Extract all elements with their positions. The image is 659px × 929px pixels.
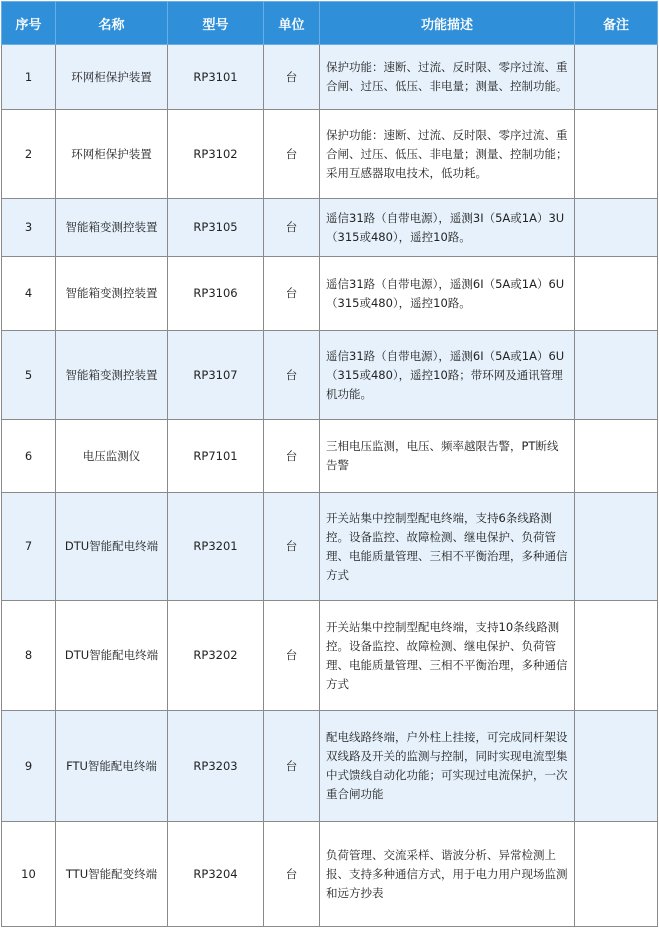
header-model: 型号: [168, 2, 264, 45]
header-desc: 功能描述: [320, 2, 575, 45]
header-remark: 备注: [575, 2, 658, 45]
cell-remark: [575, 493, 658, 601]
table-row: [2, 711, 658, 822]
cell-no: 7: [2, 493, 56, 601]
cell-desc: 遥信31路（自带电源），遥测6I（5A或1A）6U（315或480），遥控10路；带环网及通讯管理机功能。: [320, 331, 575, 420]
cell-name: 智能箱变测控装置: [56, 331, 168, 420]
cell-desc: 保护功能：速断、过流、反时限、零序过流、重合闸、过压、低压、非电量；测量、控制功能；采用互感器取电技术，低功耗。: [320, 110, 575, 199]
cell-model: RP3204: [168, 822, 264, 927]
cell-name: 环网柜保护装置: [56, 110, 168, 199]
cell-remark: [575, 331, 658, 420]
cell-no: 6: [2, 420, 56, 493]
cell-remark: [575, 420, 658, 493]
cell-desc: 开关站集中控制型配电终端，支持10条线路测控。设备监控、故障检测、继电保护、负荷管理、电能质量管理、三相不平衡治理，多种通信方式: [320, 601, 575, 711]
cell-model: RP7101: [168, 420, 264, 493]
table-row: [2, 110, 658, 199]
header-no: 序号: [2, 2, 56, 45]
table-header-row: [2, 2, 658, 45]
table-row: [2, 420, 658, 493]
cell-model: RP3106: [168, 257, 264, 331]
cell-remark: [575, 199, 658, 257]
table-row: [2, 601, 658, 711]
cell-name: DTU智能配电终端: [56, 601, 168, 711]
cell-unit: 台: [264, 420, 320, 493]
table-row: [2, 45, 658, 110]
cell-name: 智能箱变测控装置: [56, 257, 168, 331]
cell-no: 1: [2, 45, 56, 110]
cell-unit: 台: [264, 822, 320, 927]
cell-model: RP3107: [168, 331, 264, 420]
cell-unit: 台: [264, 331, 320, 420]
cell-desc: 配电线路终端，户外柱上挂接，可完成同杆架设双线路及开关的监测与控制，同时实现电流型集中式馈线自动化功能；可实现过电流保护，一次重合闸功能: [320, 711, 575, 822]
cell-name: 环网柜保护装置: [56, 45, 168, 110]
table-row: [2, 199, 658, 257]
cell-desc: 遥信31路（自带电源），遥测3I（5A或1A）3U（315或480），遥控10路。: [320, 199, 575, 257]
product-spec-table: [1, 1, 658, 927]
cell-unit: 台: [264, 199, 320, 257]
cell-remark: [575, 822, 658, 927]
cell-name: FTU智能配电终端: [56, 711, 168, 822]
cell-desc: 三相电压监测，电压、频率越限告警，PT断线告警: [320, 420, 575, 493]
cell-model: RP3203: [168, 711, 264, 822]
cell-unit: 台: [264, 110, 320, 199]
header-name: 名称: [56, 2, 168, 45]
cell-name: 电压监测仪: [56, 420, 168, 493]
cell-no: 9: [2, 711, 56, 822]
table-row: [2, 257, 658, 331]
cell-no: 5: [2, 331, 56, 420]
cell-unit: 台: [264, 493, 320, 601]
cell-remark: [575, 601, 658, 711]
cell-desc: 保护功能：速断、过流、反时限、零序过流、重合闸、过压、低压、非电量；测量、控制功能。: [320, 45, 575, 110]
cell-unit: 台: [264, 711, 320, 822]
cell-remark: [575, 257, 658, 331]
cell-desc: 开关站集中控制型配电终端，支持6条线路测控。设备监控、故障检测、继电保护、负荷管理、电能质量管理、三相不平衡治理，多种通信方式: [320, 493, 575, 601]
cell-model: RP3201: [168, 493, 264, 601]
cell-remark: [575, 711, 658, 822]
cell-no: 4: [2, 257, 56, 331]
cell-no: 3: [2, 199, 56, 257]
cell-unit: 台: [264, 257, 320, 331]
cell-no: 8: [2, 601, 56, 711]
cell-unit: 台: [264, 601, 320, 711]
cell-name: TTU智能配变终端: [56, 822, 168, 927]
cell-remark: [575, 45, 658, 110]
cell-name: DTU智能配电终端: [56, 493, 168, 601]
cell-name: 智能箱变测控装置: [56, 199, 168, 257]
cell-model: RP3202: [168, 601, 264, 711]
cell-model: RP3102: [168, 110, 264, 199]
cell-remark: [575, 110, 658, 199]
table-row: [2, 822, 658, 927]
header-unit: 单位: [264, 2, 320, 45]
cell-unit: 台: [264, 45, 320, 110]
cell-model: RP3105: [168, 199, 264, 257]
cell-model: RP3101: [168, 45, 264, 110]
cell-no: 10: [2, 822, 56, 927]
table-row: [2, 493, 658, 601]
cell-desc: 负荷管理、交流采样、谐波分析、异常检测上报、支持多种通信方式，用于电力用户现场监测和远方抄表: [320, 822, 575, 927]
cell-no: 2: [2, 110, 56, 199]
table-row: [2, 331, 658, 420]
cell-desc: 遥信31路（自带电源），遥测6I（5A或1A）6U（315或480），遥控10路。: [320, 257, 575, 331]
